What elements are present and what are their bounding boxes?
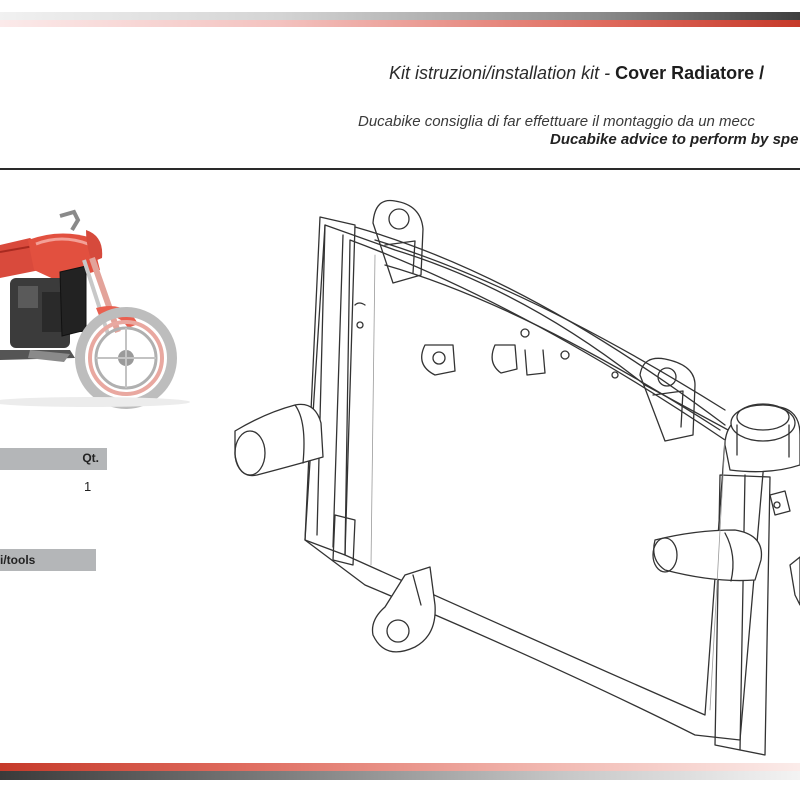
top-stripe-red: [0, 20, 800, 27]
parts-row-qty: 1: [84, 479, 92, 494]
bottom-stripe-red: [0, 763, 800, 771]
qty-column-header: Qt.: [82, 451, 99, 465]
bottom-stripe-grey: [0, 771, 800, 780]
advice-italian: Ducabike consiglia di far effettuare il montaggio da un mecc: [358, 113, 755, 130]
document-title: [389, 63, 764, 84]
title-prefix: Kit istruzioni/installation kit -: [389, 63, 616, 83]
parts-table-header: [0, 448, 107, 470]
advice-english: Ducabike advice to perform by spe: [550, 131, 799, 148]
header-rule: [0, 168, 800, 170]
motorcycle-image: [0, 200, 200, 410]
title-product: Cover Radiatore /: [615, 63, 765, 83]
tools-header-label: i/tools: [0, 553, 36, 567]
radiator-drawing: [225, 195, 800, 760]
tools-header: [0, 549, 96, 571]
top-stripe-grey: [0, 12, 800, 20]
